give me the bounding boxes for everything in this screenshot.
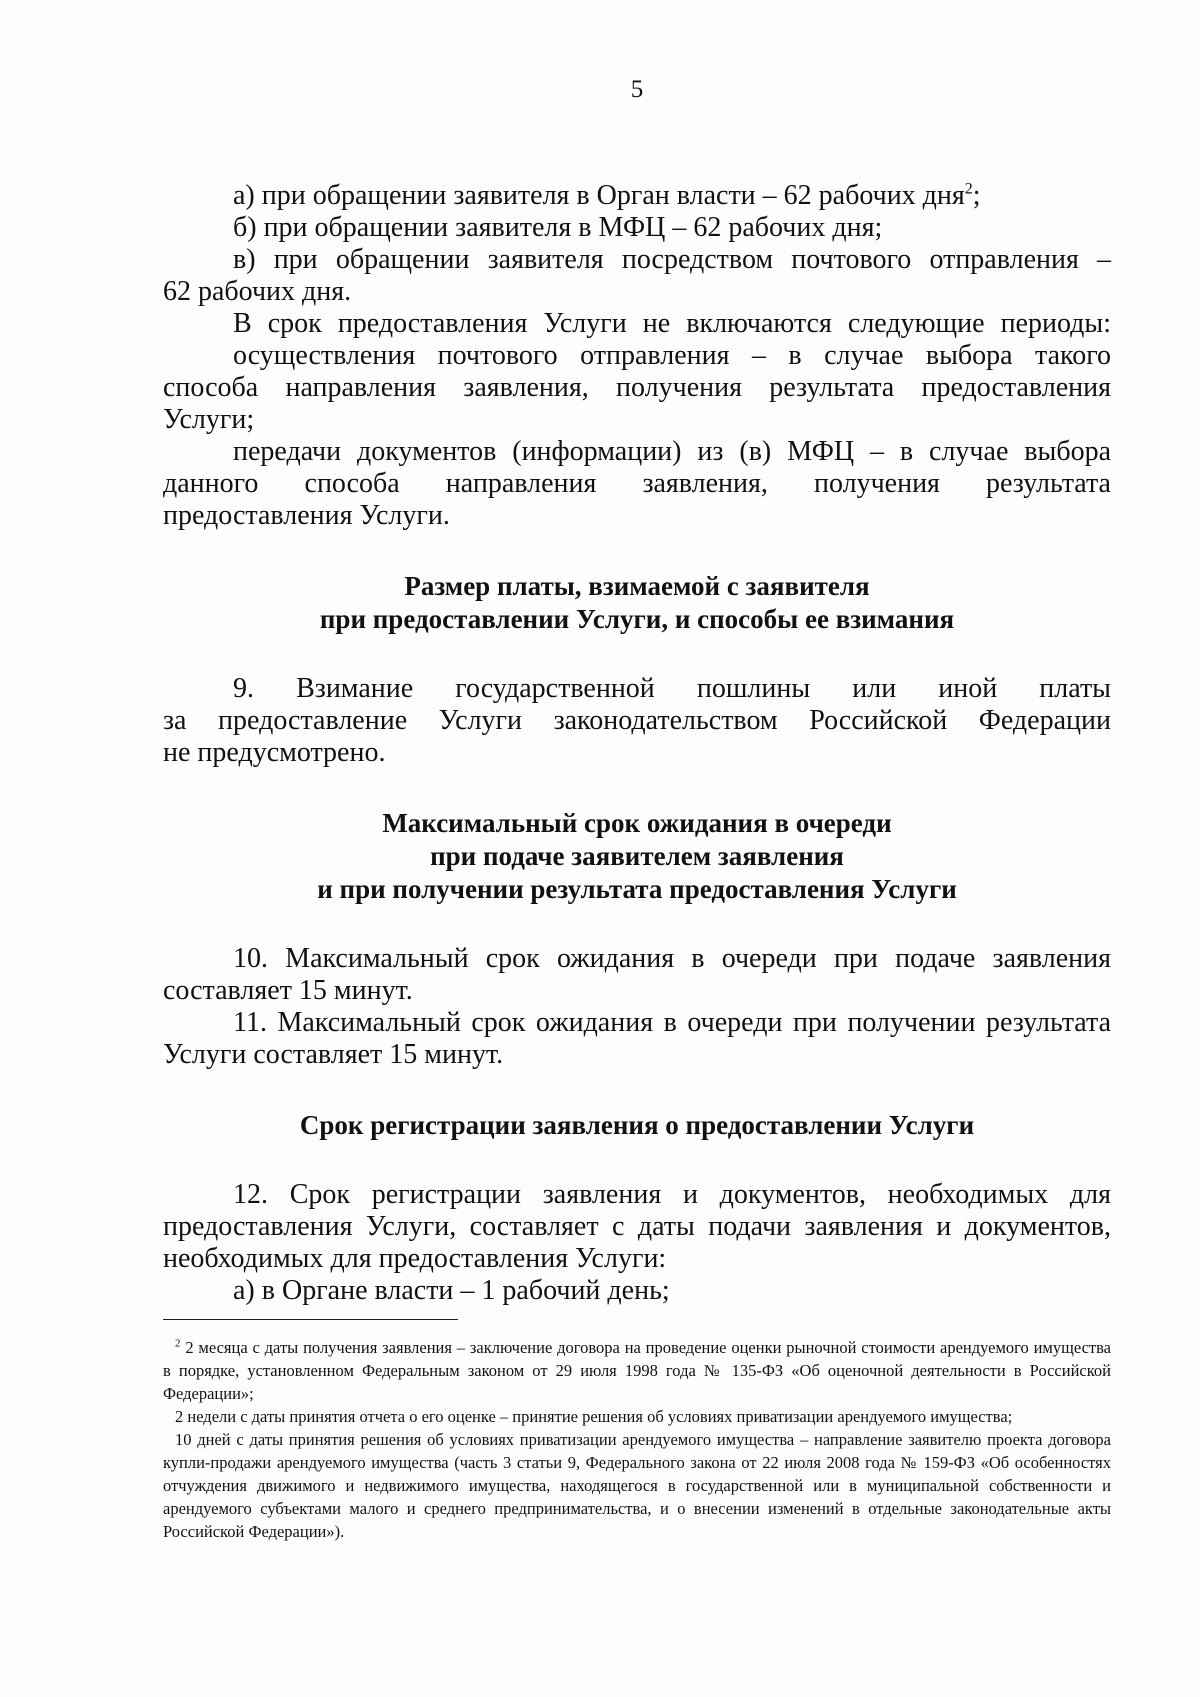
queue-para-10-line-1: 10. Максимальный срок ожидания в очереди при подаче заявления <box>233 943 1111 974</box>
term-line-a: а) при обращении заявителя в Орган власти – 62 рабочих дня$^2$; <box>233 180 981 211</box>
queue-para-11-line-2: Услуги составляет 15 минут. <box>163 1039 504 1070</box>
term-mfc-line-2: данного способа направления заявления, получения результата <box>163 468 1111 499</box>
registration-item-a: а) в Органе власти – 1 рабочий день; <box>233 1275 670 1306</box>
queue-heading: Максимальный срок ожидания в очереди при подаче заявителем заявления и при получении результата предоставления Услуги <box>317 808 957 904</box>
term-excluded-intro: В срок предоставления Услуги не включаются следующие периоды: <box>233 308 1111 339</box>
term-mail-line-3: Услуги; <box>163 404 255 435</box>
term-line-b: б) при обращении заявителя в МФЦ – 62 рабочих дня; <box>233 212 883 243</box>
queue-para-10-line-2: составляет 15 минут. <box>163 975 413 1006</box>
footnote-2: 2 недели с даты принятия отчета о его оценке – принятие решения об условиях приватизации арендуемого имущества; <box>175 1407 1013 1426</box>
footnotes <box>163 1336 1111 1543</box>
footnote-ref: 2 <box>964 180 973 198</box>
term-mfc-line-1: передачи документов (информации) из (в) МФЦ – в случае выбора <box>233 436 1111 467</box>
footnote-3: 10 дней с даты принятия решения об условиях приватизации арендуемого имущества – направление заявителю проекта договора купли-продажи арендуемого имущества (часть 3 статьи 9, Федерального закона от 22 июля 2008 года № 159-ФЗ «Об особенностях отчуждения движимого и недвижимого имущества, находящегося в государственной или в муниципальной собственности и арендуемого субъектами малого и среднего предпринимательства, и о внесении изменений в отдельные законодательные акты Российской Федерации»). <box>163 1430 1111 1541</box>
term-mail-line-2: способа направления заявления, получения результата предоставления <box>163 372 1111 403</box>
term-line-c: в) при обращении заявителя посредством почтового отправления – <box>233 244 1111 275</box>
page-content <box>163 70 1111 1543</box>
footnote-1: $^2$ 2 месяца с даты получения заявления – заключение договора на проведение оценки рыночной стоимости арендуемого имущества в порядке, установленном Федеральным законом от 29 июля 1998 года № 135-ФЗ «Об оценочной деятельности в Российской Федерации»; <box>163 1337 1111 1403</box>
registration-paragraph: 12. Срок регистрации заявления и документов, необходимых для предоставления Услуги, составляет с даты подачи заявления и документов, необходимых для предоставления Услуги: а) в Органе власти – 1 рабочий день; <box>163 1179 1111 1306</box>
term-block <box>163 180 1111 532</box>
fee-heading: Размер платы, взимаемой с заявителя при предоставлении Услуги, и способы ее взимания <box>319 571 955 634</box>
queue-para-11-line-1: 11. Максимальный срок ожидания в очереди при получении результата <box>233 1007 1111 1038</box>
term-line-c-cont: 62 рабочих дня. <box>163 276 352 307</box>
footnote-separator <box>163 1319 458 1320</box>
term-mfc-line-3: предоставления Услуги. <box>163 500 450 531</box>
queue-paragraphs <box>163 943 1111 1071</box>
fee-paragraph: 9. Взимание государственной пошлины или иной платы за предоставление Услуги законодательством Российской Федерации не предусмотрено. <box>163 673 1111 768</box>
page-number: 5 <box>630 76 644 103</box>
registration-heading: Срок регистрации заявления о предоставлении Услуги <box>299 1110 975 1140</box>
term-mail-line-1: осуществления почтового отправления – в случае выбора такого <box>233 340 1111 371</box>
